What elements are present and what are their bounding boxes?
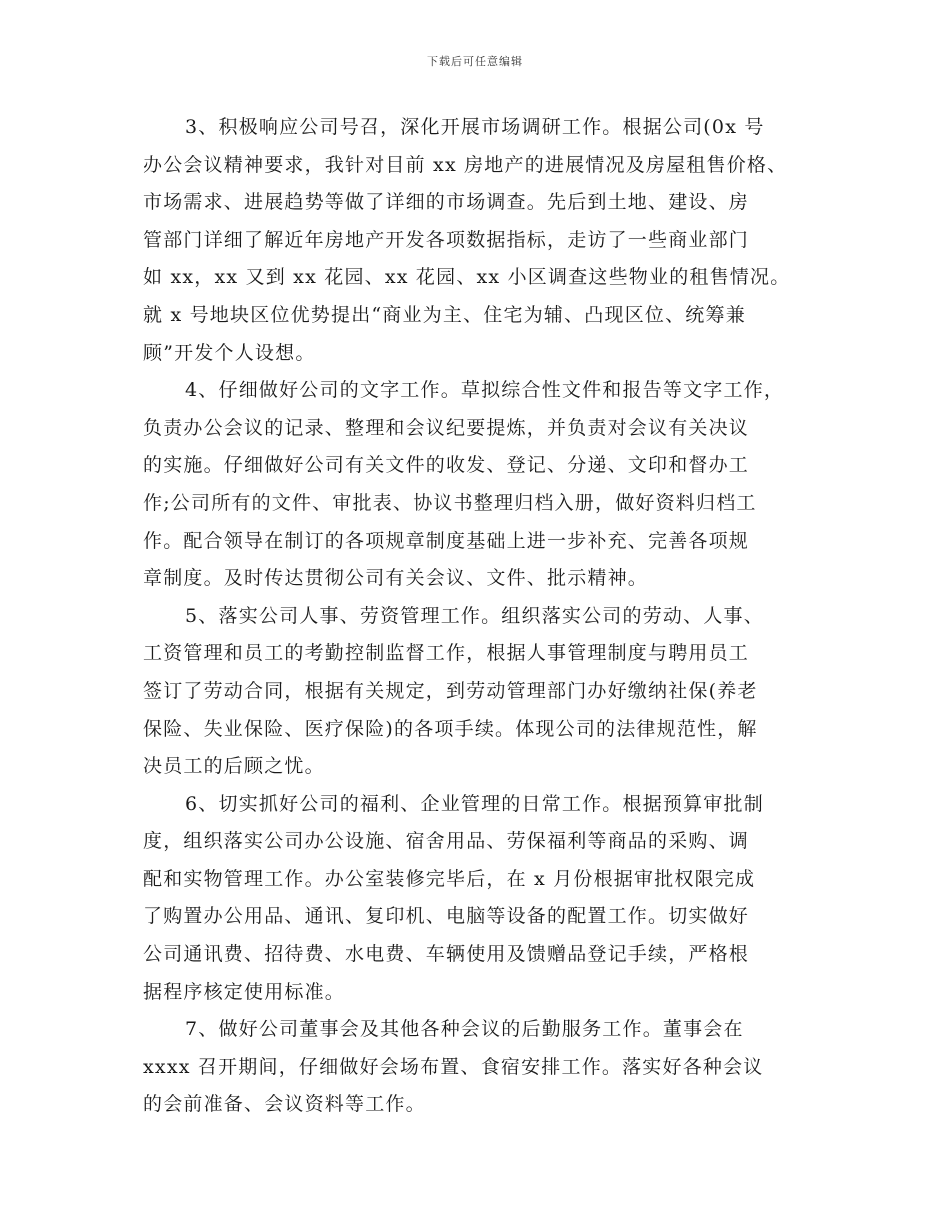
paragraph-4 xyxy=(143,372,823,598)
text-line: 就 x 号地块区位优势提出“商业为主、住宅为辅、凸现区位、统筹兼 xyxy=(143,303,746,326)
text-line: 的实施。仔细做好公司有关文件的收发、登记、分递、文印和督办工 xyxy=(143,454,750,477)
text-line: 如 xx，xx 又到 xx 花园、xx 花园、xx 小区调查这些物业的租售情况。 xyxy=(143,266,791,289)
text-line: 度，组织落实公司办公设施、宿舍用品、劳保福利等商品的采购、调 xyxy=(143,830,750,853)
text-line: 章制度。及时传达贯彻公司有关会议、文件、批示精神。 xyxy=(143,567,649,590)
text-line: 的会前准备、会议资料等工作。 xyxy=(143,1093,426,1116)
text-line: 3、积极响应公司号召，深化开展市场调研工作。根据公司(0x 号 xyxy=(185,116,765,138)
text-line: 了购置办公用品、通讯、复印机、电脑等设备的配置工作。切实做好 xyxy=(143,905,750,928)
text-line: 7、做好公司董事会及其他各种会议的后勤服务工作。董事会在 xyxy=(185,1018,744,1041)
text-line: 作;公司所有的文件、审批表、协议书整理归档入册，做好资料归档工 xyxy=(143,491,757,514)
document-body xyxy=(143,109,823,1124)
text-line: 顾”开发个人设想。 xyxy=(143,341,316,364)
text-line: 管部门详细了解近年房地产开发各项数据指标，走访了一些商业部门 xyxy=(143,228,750,251)
paragraph-3 xyxy=(143,109,823,372)
paragraph-5 xyxy=(143,598,823,786)
paragraph-6 xyxy=(143,786,823,1012)
text-line: 5、落实公司人事、劳资管理工作。组织落实公司的劳动、人事、 xyxy=(185,604,764,627)
text-line: 作。配合领导在制订的各项规章制度基础上进一步补充、完善各项规 xyxy=(143,529,750,552)
text-line: 公司通讯费、招待费、水电费、车辆使用及馈赠品登记手续，严格根 xyxy=(143,943,750,966)
text-line: 保险、失业保险、医疗保险)的各项手续。体现公司的法律规范性，解 xyxy=(143,717,758,740)
text-line: 据程序核定使用标准。 xyxy=(143,980,346,1003)
text-line: 办公会议精神要求，我针对目前 xx 房地产的进展情况及房屋租售价格、 xyxy=(143,153,788,176)
text-line: 4、仔细做好公司的文字工作。草拟综合性文件和报告等文字工作， xyxy=(185,379,785,402)
text-line: 市场需求、进展趋势等做了详细的市场调查。先后到土地、建设、房 xyxy=(143,191,750,214)
text-line: 配和实物管理工作。办公室装修完毕后，在 x 月份根据审批权限完成 xyxy=(143,867,756,890)
paragraph-7 xyxy=(143,1011,823,1124)
text-line: 工资管理和员工的考勤控制监督工作，根据人事管理制度与聘用员工 xyxy=(143,642,750,665)
text-line: xxxx 召开期间，仔细做好会场布置、食宿安排工作。落实好各种会议 xyxy=(143,1055,764,1078)
text-line: 6、切实抓好公司的福利、企业管理的日常工作。根据预算审批制 xyxy=(185,792,764,815)
text-line: 签订了劳动合同，根据有关规定，到劳动管理部门办好缴纳社保(养老 xyxy=(143,679,758,702)
text-line: 决员工的后顾之忧。 xyxy=(143,755,325,778)
text-line: 负责办公会议的记录、整理和会议纪要提炼，并负责对会议有关决议 xyxy=(143,416,750,439)
page-header-note: 下载后可任意编辑 xyxy=(427,55,523,68)
